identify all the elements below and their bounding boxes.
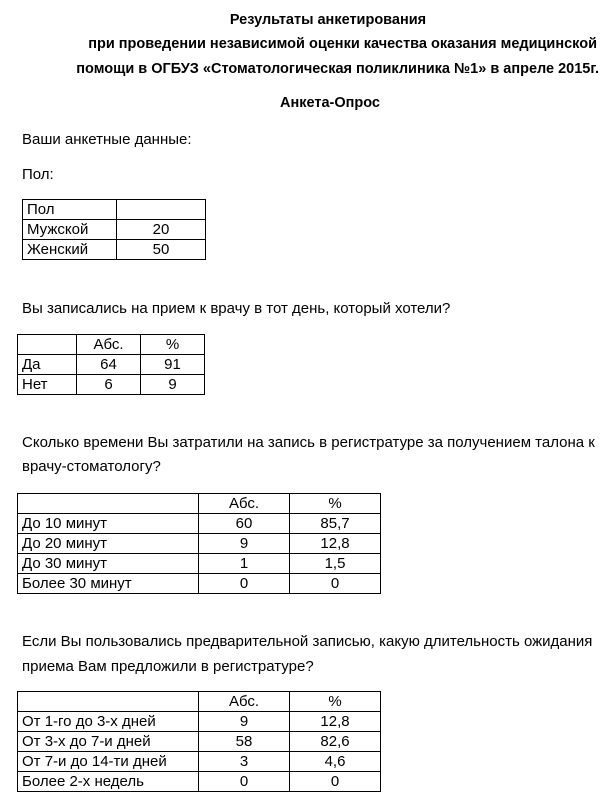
question-1: Вы записались на прием к врачу в тот день, который хотели? — [22, 300, 451, 317]
table-header-row — [18, 335, 205, 355]
q1-table — [17, 334, 205, 395]
gender-label: Пол: — [22, 166, 54, 183]
intro-text: Ваши анкетные данные: — [22, 131, 192, 148]
table-cell: 1,5 — [290, 554, 381, 574]
table-header-cell: Пол — [23, 200, 117, 220]
table-cell: Женский — [23, 240, 117, 260]
table-header-cell: Абс. — [199, 692, 290, 712]
table-row — [18, 752, 381, 772]
table-row — [18, 574, 381, 594]
doc-subtitle: Анкета-Опрос — [280, 95, 380, 111]
question-2-line-1: Сколько времени Вы затратили на запись в регистратуре за получением талона к — [22, 434, 595, 451]
table-row — [18, 534, 381, 554]
table-cell: 20 — [117, 220, 206, 240]
table-row — [18, 772, 381, 792]
table-cell: 1 — [199, 554, 290, 574]
table-cell: 9 — [199, 534, 290, 554]
table-cell: 64 — [77, 355, 141, 375]
table-header-row — [23, 200, 206, 220]
table-cell: 12,8 — [290, 534, 381, 554]
table-cell: 58 — [199, 732, 290, 752]
table-cell: 60 — [199, 514, 290, 534]
table-header-cell — [18, 692, 199, 712]
question-3-line-1: Если Вы пользовались предварительной записью, какую длительность ожидания — [22, 633, 593, 650]
table-cell: 9 — [141, 375, 205, 395]
table-row — [18, 355, 205, 375]
table-cell: 9 — [199, 712, 290, 732]
table-header-cell — [18, 335, 77, 355]
table-cell: 6 — [77, 375, 141, 395]
table-cell: Мужской — [23, 220, 117, 240]
q3-table — [17, 691, 381, 792]
table-header-row — [18, 692, 381, 712]
table-cell: 0 — [199, 772, 290, 792]
table-row — [18, 375, 205, 395]
table-header-cell: Абс. — [199, 494, 290, 514]
table-cell: От 3-х до 7-и дней — [18, 732, 199, 752]
doc-title-line-2: при проведении независимой оценки качества оказания медицинской — [88, 36, 597, 52]
table-cell: До 30 минут — [18, 554, 199, 574]
table-row — [18, 554, 381, 574]
table-header-cell: % — [141, 335, 205, 355]
table-cell: 3 — [199, 752, 290, 772]
table-header-cell — [18, 494, 199, 514]
table-cell: 4,6 — [290, 752, 381, 772]
table-cell: 0 — [290, 772, 381, 792]
table-row — [18, 712, 381, 732]
table-cell: От 1-го до 3-х дней — [18, 712, 199, 732]
table-header-cell: % — [290, 494, 381, 514]
doc-title-line-3: помощи в ОГБУЗ «Стоматологическая поликлиника №1» в апреле 2015г. — [76, 61, 599, 77]
table-header-cell: % — [290, 692, 381, 712]
question-2-line-2: врачу-стоматологу? — [22, 458, 161, 475]
doc-title-line-1: Результаты анкетирования — [229, 12, 427, 28]
q2-table — [17, 493, 381, 594]
table-cell: 12,8 — [290, 712, 381, 732]
table-header-row — [18, 494, 381, 514]
gender-table — [22, 199, 206, 260]
table-header-cell: Абс. — [77, 335, 141, 355]
table-cell: 0 — [290, 574, 381, 594]
table-row — [23, 240, 206, 260]
table-row — [18, 514, 381, 534]
table-cell: Да — [18, 355, 77, 375]
table-cell: Нет — [18, 375, 77, 395]
table-cell: 50 — [117, 240, 206, 260]
table-cell: От 7-и до 14-ти дней — [18, 752, 199, 772]
table-cell: До 10 минут — [18, 514, 199, 534]
table-cell: 91 — [141, 355, 205, 375]
table-row — [18, 732, 381, 752]
table-cell: 82,6 — [290, 732, 381, 752]
table-row — [23, 220, 206, 240]
question-3-line-2: приема Вам предложили в регистратуре? — [22, 658, 314, 675]
table-cell: Более 30 минут — [18, 574, 199, 594]
table-header-cell — [117, 200, 206, 220]
table-cell: 0 — [199, 574, 290, 594]
table-cell: 85,7 — [290, 514, 381, 534]
table-cell: Более 2-х недель — [18, 772, 199, 792]
table-cell: До 20 минут — [18, 534, 199, 554]
